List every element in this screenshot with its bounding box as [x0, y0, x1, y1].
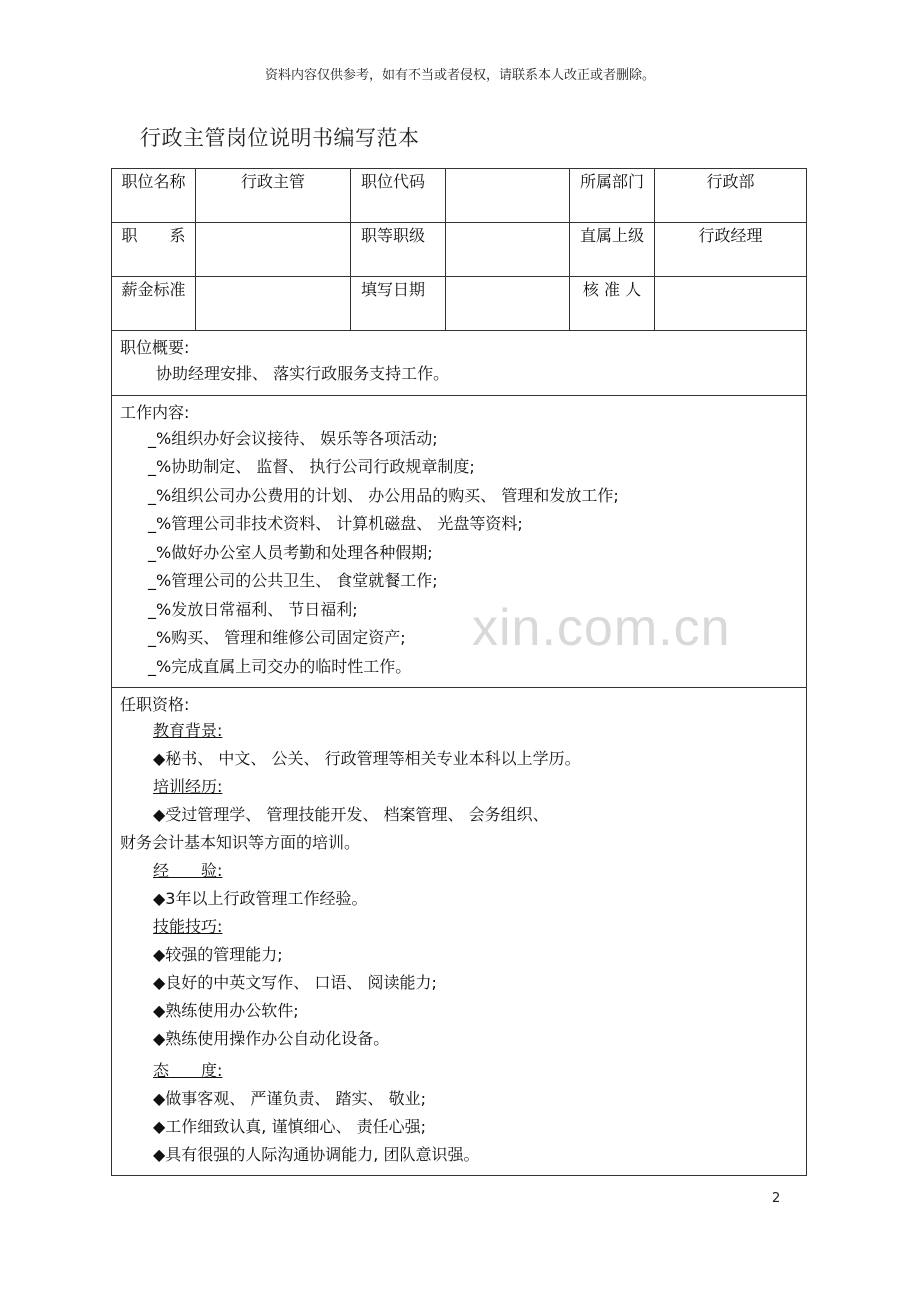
qualifications-row — [112, 688, 807, 1176]
duties-title: 工作内容: — [120, 402, 190, 422]
list-item: ◆具有很强的人际沟通协调能力, 团队意识强。 — [153, 1145, 480, 1164]
list-item-continuation: 财务会计基本知识等方面的培训。 — [120, 833, 361, 852]
label-job-family: 职 系 — [112, 223, 196, 277]
overview-title: 职位概要: — [120, 338, 190, 357]
table-row — [112, 223, 807, 277]
value-grade — [446, 223, 570, 277]
skills-label: 技能技巧: — [153, 917, 223, 936]
list-item: _%做好办公室人员考勤和处理各种假期; — [148, 542, 433, 562]
education-label: 教育背景: — [153, 721, 223, 740]
list-item: ◆较强的管理能力; — [153, 945, 283, 964]
experience-label: 经 验: — [153, 861, 223, 880]
value-fill-date — [446, 277, 570, 331]
label-department: 所属部门 — [570, 169, 655, 223]
document-title: 行政主管岗位说明书编写范本 — [140, 126, 420, 150]
value-position-name: 行政主管 — [196, 169, 351, 223]
list-item: ◆做事客观、 严谨负责、 踏实、 敬业; — [153, 1089, 426, 1108]
label-grade: 职等职级 — [351, 223, 446, 277]
list-item: _%组织办好会议接待、 娱乐等各项活动; — [148, 428, 438, 448]
training-label: 培训经历: — [153, 777, 223, 796]
list-item: ◆秘书、 中文、 公关、 行政管理等相关专业本科以上学历。 — [153, 749, 581, 768]
job-description-table — [111, 168, 807, 1176]
list-item: ◆良好的中英文写作、 口语、 阅读能力; — [153, 973, 437, 992]
list-item: _%管理公司非技术资料、 计算机磁盘、 光盘等资料; — [148, 514, 523, 533]
value-supervisor: 行政经理 — [655, 223, 807, 277]
list-item: ◆熟练使用操作办公自动化设备。 — [153, 1029, 390, 1048]
list-item: _%组织公司办公费用的计划、 办公用品的购买、 管理和发放工作; — [148, 485, 619, 505]
list-item: ◆熟练使用办公软件; — [153, 1001, 299, 1020]
list-item: ◆3年以上行政管理工作经验。 — [153, 889, 368, 908]
list-item: ◆工作细致认真, 谨慎细心、 责任心强; — [153, 1117, 426, 1136]
value-approver — [655, 277, 807, 331]
value-salary — [196, 277, 351, 331]
label-salary: 薪金标准 — [112, 277, 196, 331]
qualifications-title: 任职资格: — [120, 695, 190, 714]
list-item: ◆受过管理学、 管理技能开发、 档案管理、 会务组织、 — [153, 805, 549, 824]
overview-row — [112, 331, 807, 396]
page-number: 2 — [772, 1191, 781, 1206]
list-item: _%管理公司的公共卫生、 食堂就餐工作; — [148, 571, 438, 590]
label-supervisor: 直属上级 — [570, 223, 655, 277]
table-row — [112, 169, 807, 223]
duties-row — [112, 395, 807, 688]
disclaimer-note: 资料内容仅供参考，如有不当或者侵权，请联系本人改正或者删除。 — [264, 68, 655, 83]
label-fill-date: 填写日期 — [351, 277, 446, 331]
value-job-family — [196, 223, 351, 277]
watermark: xin.com.cn — [472, 599, 731, 657]
list-item: _%完成直属上司交办的临时性工作。 — [148, 656, 412, 676]
label-approver: 核 准 人 — [570, 277, 655, 331]
overview-text: 协助经理安排、 落实行政服务支持工作。 — [156, 364, 450, 383]
value-position-code — [446, 169, 570, 223]
value-department: 行政部 — [655, 169, 807, 223]
list-item: _%协助制定、 监督、 执行公司行政规章制度; — [148, 457, 475, 476]
label-position-name: 职位名称 — [112, 169, 196, 223]
label-position-code: 职位代码 — [351, 169, 446, 223]
list-item: _%购买、 管理和维修公司固定资产; — [148, 628, 406, 647]
table-row — [112, 277, 807, 331]
list-item: _%发放日常福利、 节日福利; — [148, 599, 358, 619]
attitude-label: 态 度: — [153, 1061, 223, 1080]
